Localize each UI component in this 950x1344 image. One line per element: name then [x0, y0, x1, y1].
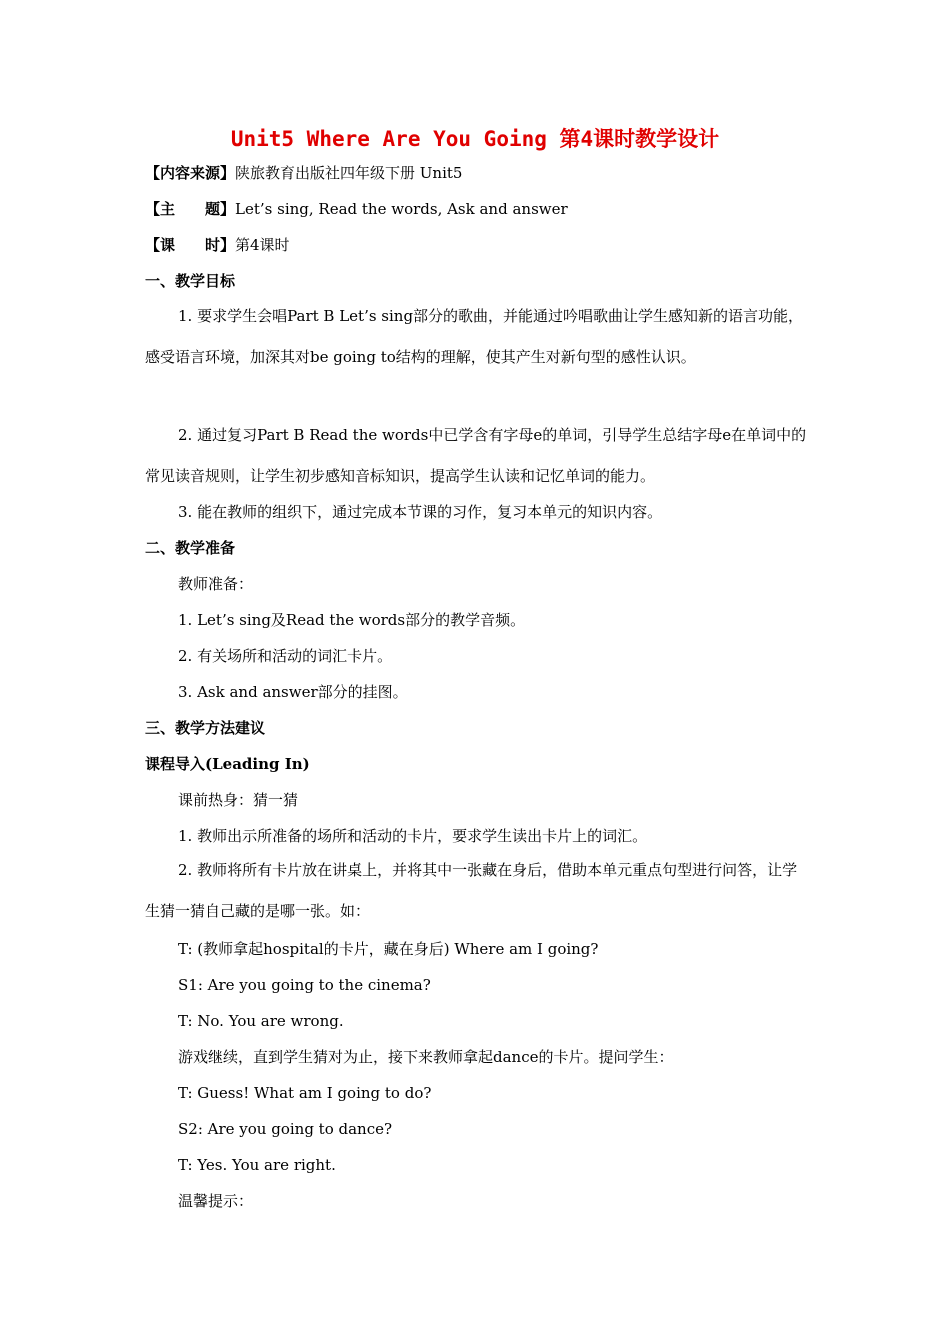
dialog-line-5: T: Guess! What am I going to do?	[178, 1084, 432, 1102]
section-2-heading: 二、教学准备	[145, 539, 236, 557]
meta-topic	[145, 198, 810, 220]
meta-source	[145, 162, 810, 184]
warmup-label: 课前热身：猜一猜	[178, 791, 299, 809]
dialog-line-6: S2: Are you going to dance?	[178, 1120, 393, 1138]
section-3-subheading: 课程导入(Leading In)	[145, 755, 310, 773]
step-2: 2. 教师将所有卡片放在讲桌上，并将其中一张藏在身后，借助本单元重点句型进行问答，让学生猜一猜自己藏的是哪一张。如：	[145, 861, 798, 920]
prep-item-3: 3. Ask and answer部分的挂图。	[178, 683, 408, 701]
section-2-sub: 教师准备：	[178, 575, 254, 593]
step-1: 1. 教师出示所准备的场所和活动的卡片，要求学生读出卡片上的词汇。	[178, 827, 648, 845]
document-title: Unit5 Where Are You Going 第4课时教学设计	[230, 127, 720, 151]
dialog-line-4: 游戏继续，直到学生猜对为止，接下来教师拿起dance的卡片。提问学生：	[178, 1048, 674, 1066]
section-1-para-2: 2. 通过复习Part B Read the words中已学含有字母e的单词，引导学生总结字母e在单词中的常见读音规则，让学生初步感知音标知识，提高学生认读和记忆单词的能力。	[145, 426, 807, 485]
prep-item-2: 2. 有关场所和活动的词汇卡片。	[178, 647, 393, 665]
meta-topic-key: 【主 题】	[145, 200, 236, 218]
meta-topic-value: Let’s sing, Read the words, Ask and answer	[235, 200, 568, 218]
meta-source-key: 【内容来源】	[145, 164, 236, 182]
meta-period	[145, 234, 810, 256]
prep-item-1: 1. Let’s sing及Read the words部分的教学音频。	[178, 611, 526, 629]
dialog-line-1: T: (教师拿起hospital的卡片，藏在身后) Where am I going?	[178, 940, 599, 958]
section-1-heading: 一、教学目标	[145, 272, 236, 290]
meta-period-key: 【课 时】	[145, 236, 236, 254]
dialog-line-3: T: No. You are wrong.	[178, 1012, 344, 1030]
dialog-line-7: T: Yes. You are right.	[178, 1156, 336, 1174]
dialog-line-2: S1: Are you going to the cinema?	[178, 976, 431, 994]
section-1-para-1: 1. 要求学生会唱Part B Let’s sing部分的歌曲，并能通过吟唱歌曲让学生感知新的语言功能，感受语言环境，加深其对be going to结构的理解，使其产生对新句型的感性认识。	[145, 307, 804, 366]
tip-label: 温馨提示：	[178, 1192, 254, 1210]
section-1-para-3: 3. 能在教师的组织下，通过完成本节课的习作，复习本单元的知识内容。	[178, 503, 663, 521]
meta-source-value: 陕旅教育出版社四年级下册 Unit5	[235, 164, 463, 182]
meta-period-value: 第4课时	[235, 236, 290, 254]
section-3-heading: 三、教学方法建议	[145, 719, 266, 737]
